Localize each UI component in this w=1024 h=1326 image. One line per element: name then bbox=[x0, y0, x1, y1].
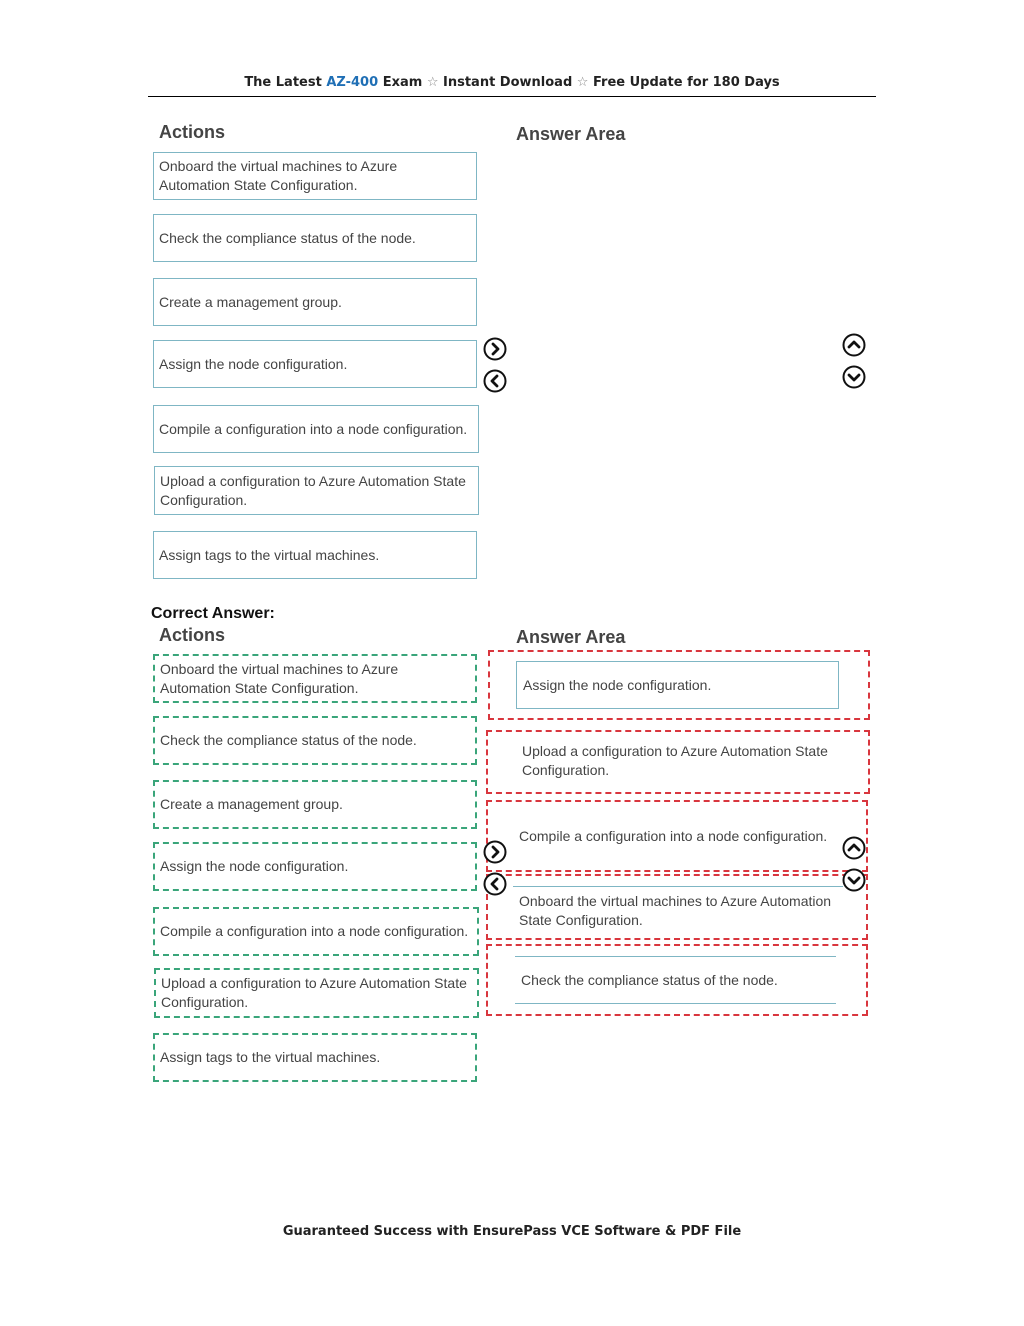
header-free: Free Update for 180 Days bbox=[592, 75, 780, 90]
chevron-right-icon bbox=[483, 840, 507, 864]
correct-answer-label: Correct Answer: bbox=[151, 605, 275, 622]
actions-heading: Actions bbox=[159, 625, 226, 645]
action-item[interactable]: Assign the node configuration. bbox=[153, 340, 477, 388]
action-item[interactable]: Check the compliance status of the node. bbox=[153, 716, 477, 765]
chevron-right-icon bbox=[483, 337, 507, 361]
star-icon: ☆ bbox=[576, 75, 589, 90]
move-left-button[interactable] bbox=[483, 872, 507, 896]
page-header bbox=[0, 75, 1024, 90]
action-item[interactable]: Assign the node configuration. bbox=[153, 842, 477, 891]
action-item[interactable]: Create a management group. bbox=[153, 780, 477, 829]
action-item[interactable]: Compile a configuration into a node configuration. bbox=[153, 405, 479, 453]
chevron-left-icon bbox=[483, 369, 507, 393]
answer-area-heading: Answer Area bbox=[516, 124, 626, 144]
action-item[interactable]: Upload a configuration to Azure Automation State Configuration. bbox=[154, 466, 479, 515]
chevron-down-icon bbox=[842, 868, 866, 892]
action-item[interactable]: Upload a configuration to Azure Automation State Configuration. bbox=[154, 968, 479, 1018]
move-left-button[interactable] bbox=[483, 369, 507, 393]
move-down-button[interactable] bbox=[842, 868, 866, 892]
header-instant: Instant Download bbox=[443, 75, 573, 90]
chevron-up-icon bbox=[842, 836, 866, 860]
header-exam: Exam bbox=[382, 75, 423, 90]
action-item[interactable]: Create a management group. bbox=[153, 278, 477, 326]
header-prefix: The Latest bbox=[244, 75, 322, 90]
chevron-up-icon bbox=[842, 333, 866, 357]
actions-heading: Actions bbox=[159, 122, 226, 142]
action-item[interactable]: Compile a configuration into a node configuration. bbox=[153, 907, 479, 956]
header-divider bbox=[148, 96, 876, 97]
move-up-button[interactable] bbox=[842, 836, 866, 860]
chevron-left-icon bbox=[483, 872, 507, 896]
answer-item[interactable]: Onboard the virtual machines to Azure Automation State Configuration. bbox=[513, 886, 843, 934]
action-item[interactable]: Check the compliance status of the node. bbox=[153, 214, 477, 262]
answer-item[interactable]: Compile a configuration into a node configuration. bbox=[519, 827, 828, 844]
page-footer: Guaranteed Success with EnsurePass VCE Software & PDF File bbox=[282, 1224, 742, 1239]
answer-item[interactable]: Check the compliance status of the node. bbox=[515, 956, 836, 1004]
answer-item[interactable]: Assign the node configuration. bbox=[516, 661, 839, 709]
action-item[interactable]: Assign tags to the virtual machines. bbox=[153, 1033, 477, 1082]
move-right-button[interactable] bbox=[483, 337, 507, 361]
move-right-button[interactable] bbox=[483, 840, 507, 864]
answer-item[interactable]: Upload a configuration to Azure Automation State Configuration. bbox=[522, 743, 828, 778]
exam-code: AZ-400 bbox=[326, 75, 379, 90]
action-item[interactable]: Onboard the virtual machines to Azure Automation State Configuration. bbox=[153, 152, 477, 200]
move-down-button[interactable] bbox=[842, 365, 866, 389]
star-icon: ☆ bbox=[426, 75, 439, 90]
answer-area-heading: Answer Area bbox=[516, 627, 626, 647]
action-item[interactable]: Onboard the virtual machines to Azure Automation State Configuration. bbox=[153, 654, 477, 703]
action-item[interactable]: Assign tags to the virtual machines. bbox=[153, 531, 477, 579]
chevron-down-icon bbox=[842, 365, 866, 389]
move-up-button[interactable] bbox=[842, 333, 866, 357]
